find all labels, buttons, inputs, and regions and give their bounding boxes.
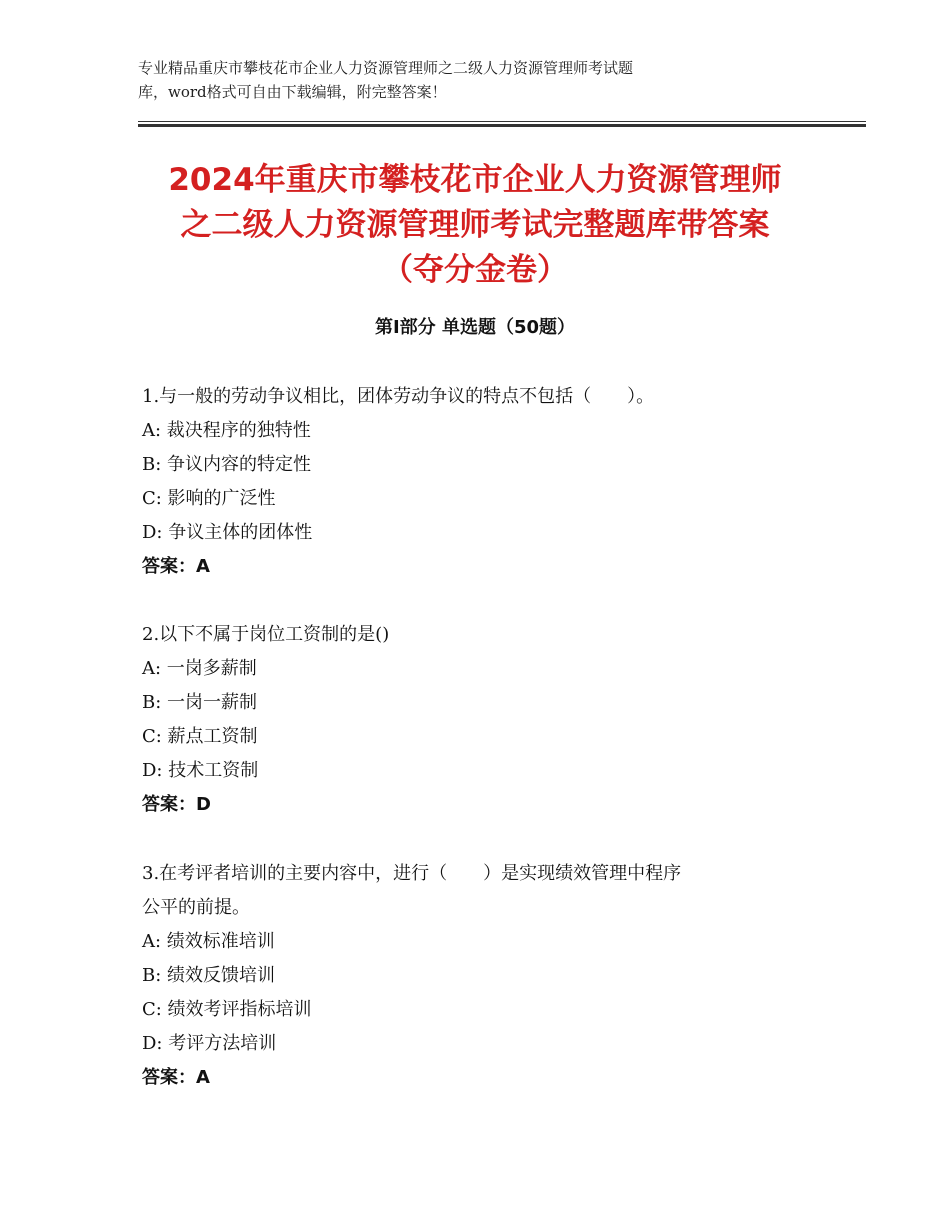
option-d[interactable]: D: 争议主体的团体性 <box>142 522 313 543</box>
document-title <box>90 158 860 293</box>
title-line-3: （夺分金卷） <box>382 252 568 288</box>
answer-label: 答案：A <box>142 556 210 577</box>
header-divider-thick <box>138 124 866 127</box>
header-divider-thin <box>138 121 866 122</box>
option-d[interactable]: D: 技术工资制 <box>142 760 259 781</box>
title-line-1: 2024年重庆市攀枝花市企业人力资源管理师 <box>168 162 782 198</box>
question-stem-line-2: 公平的前提。 <box>142 897 250 918</box>
question-1 <box>142 380 822 584</box>
title-line-2: 之二级人力资源管理师考试完整题库带答案 <box>180 207 770 243</box>
option-b[interactable]: B: 一岗一薪制 <box>142 692 258 713</box>
option-c[interactable]: C: 绩效考评指标培训 <box>142 999 312 1020</box>
answer-label: 答案：D <box>142 794 211 815</box>
option-c[interactable]: C: 薪点工资制 <box>142 726 258 747</box>
header-note-line-2: 库，word格式可自由下载编辑，附完整答案！ <box>138 83 447 101</box>
question-stem: 1.与一般的劳动争议相比，团体劳动争议的特点不包括（ ）。 <box>142 386 655 407</box>
question-3 <box>142 857 822 1095</box>
option-b[interactable]: B: 争议内容的特定性 <box>142 454 312 475</box>
section-heading: 第Ⅰ部分 单选题（50题） <box>374 317 575 338</box>
option-a[interactable]: A: 一岗多薪制 <box>142 658 257 679</box>
option-c[interactable]: C: 影响的广泛性 <box>142 488 276 509</box>
option-a[interactable]: A: 裁决程序的独特性 <box>142 420 311 441</box>
header-note <box>138 56 778 104</box>
option-b[interactable]: B: 绩效反馈培训 <box>142 965 276 986</box>
answer-label: 答案：A <box>142 1067 210 1088</box>
question-2 <box>142 618 822 822</box>
question-stem-line-1: 3.在考评者培训的主要内容中，进行（ ）是实现绩效管理中程序 <box>142 863 682 884</box>
option-a[interactable]: A: 绩效标准培训 <box>142 931 275 952</box>
option-d[interactable]: D: 考评方法培训 <box>142 1033 277 1054</box>
header-note-line-1: 专业精品重庆市攀枝花市企业人力资源管理师之二级人力资源管理师考试题 <box>138 59 634 77</box>
question-stem: 2.以下不属于岗位工资制的是() <box>142 624 390 645</box>
